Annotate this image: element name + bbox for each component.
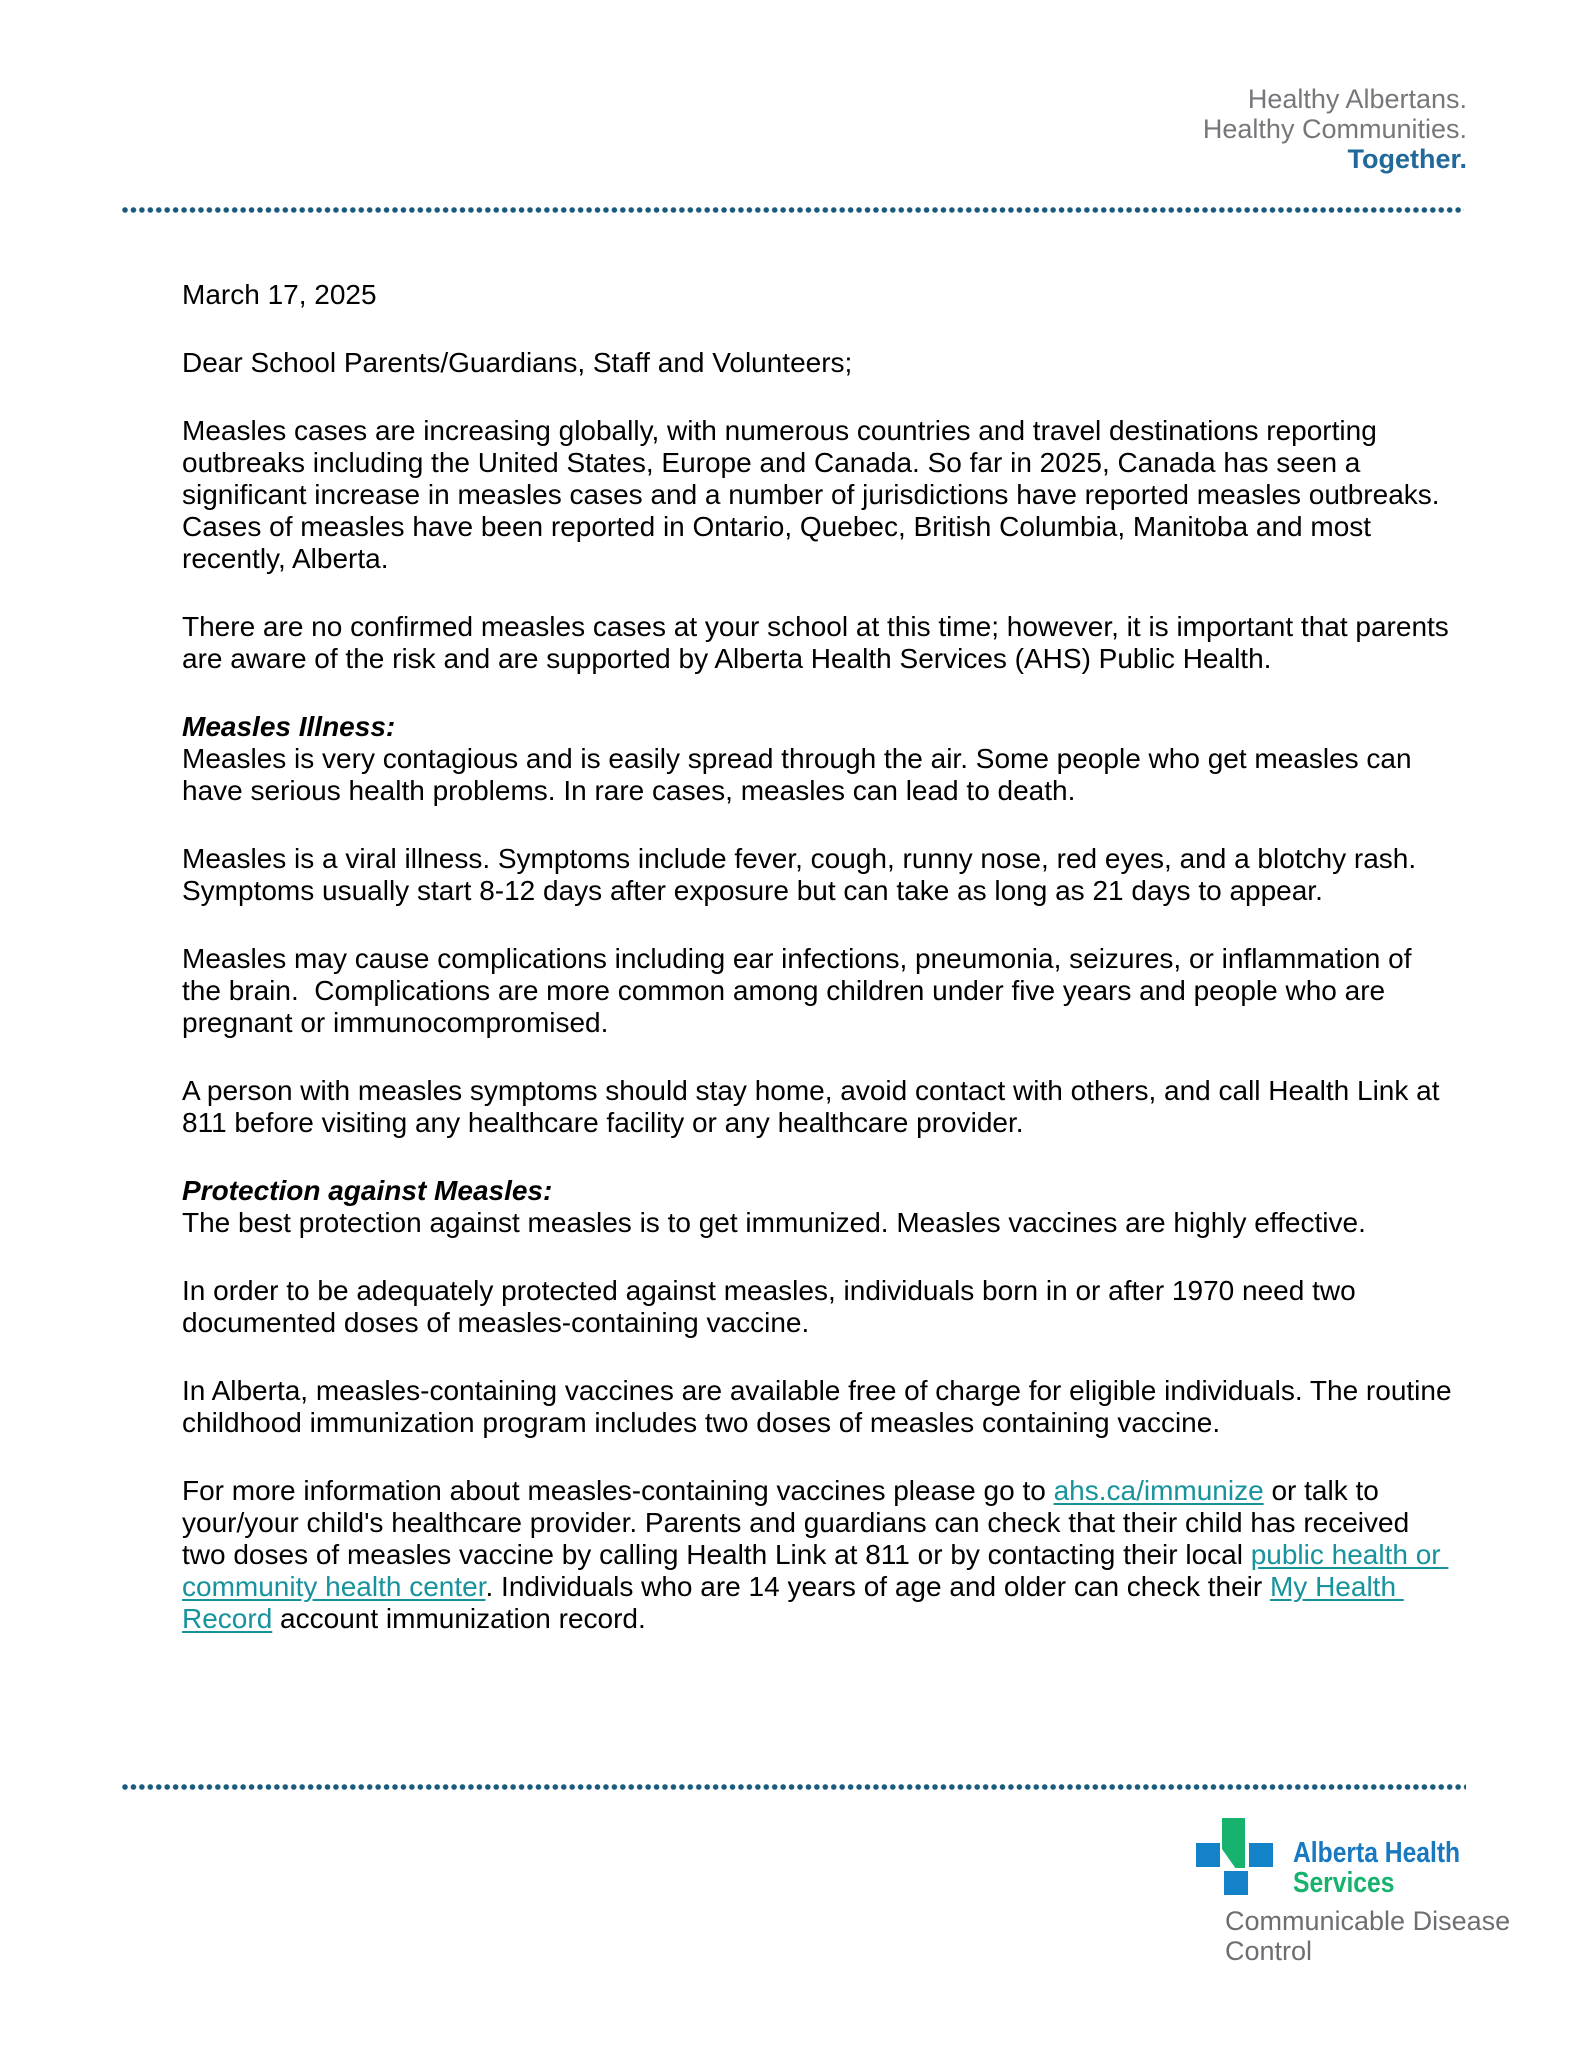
- more-info-text-4: account immunization record.: [272, 1603, 646, 1634]
- ahs-logo-wordmark: [1293, 1838, 1490, 1898]
- logo-square-left-icon: [1196, 1843, 1220, 1867]
- link-my-health-record[interactable]: My Health Record: [182, 1571, 1404, 1634]
- logo-square-right-icon: [1249, 1843, 1273, 1867]
- paragraph-free-vaccine: In Alberta, measles-containing vaccines are available free of charge for eligible individuals. The routine childhood immunization program includes two doses of measles containing vaccine.: [182, 1375, 1460, 1438]
- heading-measles-illness: Measles Illness:: [182, 711, 396, 742]
- paragraph-complications: Measles may cause complications including ear infections, pneumonia, seizures, or inflammation of the brain. Complications are more common among children under five years and people who are pregnant or immunocompromised.: [182, 943, 1420, 1038]
- department-name: [1225, 1906, 1510, 1966]
- paragraph-two-doses: In order to be adequately protected against measles, individuals born in or after 1970 need two documented doses of measles-containing vaccine.: [182, 1275, 1364, 1338]
- alberta-province-shape-icon: [1222, 1818, 1245, 1868]
- logo-wordmark-line-1: Alberta Health: [1293, 1837, 1461, 1869]
- paragraph-global-cases: Measles cases are increasing globally, with numerous countries and travel destinations reporting outbreaks including the United States, Europe and Canada. So far in 2025, Canada has seen a significant increase in measles cases and a number of jurisdictions have reported measles outbreaks. Cases of measles have been reported in Ontario, Quebec, British Columbia, Manitoba and most recently, Alberta.: [182, 415, 1448, 574]
- tagline-line-3: Together.: [1347, 144, 1467, 174]
- logo-square-bottom-icon: [1224, 1871, 1248, 1895]
- heading-protection: Protection against Measles:: [182, 1175, 553, 1206]
- dotted-divider-top: [121, 205, 1464, 215]
- paragraph-more-info: [182, 1475, 1454, 1635]
- more-info-text-1: For more information about measles-containing vaccines please go to: [182, 1475, 1054, 1506]
- tagline-line-1: Healthy Albertans.: [1247, 84, 1467, 114]
- paragraph-no-confirmed-cases: There are no confirmed measles cases at your school at this time; however, it is important that parents are aware of the risk and are supported by Alberta Health Services (AHS) Public Health.: [182, 611, 1457, 674]
- paragraph-contagious: Measles is very contagious and is easily spread through the air. Some people who get measles can have serious health problems. In rare cases, measles can lead to death.: [182, 743, 1420, 806]
- department-line-2: Control: [1225, 1936, 1313, 1966]
- section-measles-illness: [182, 711, 1454, 807]
- dotted-divider-bottom: [121, 1782, 1466, 1792]
- more-info-text-3: . Individuals who are 14 years of age and older can check their: [485, 1571, 1270, 1602]
- paragraph-best-protection: The best protection against measles is to get immunized. Measles vaccines are highly effective.: [182, 1207, 1366, 1238]
- link-ahs-immunize[interactable]: ahs.ca/immunize: [1053, 1475, 1264, 1506]
- salutation: Dear School Parents/Guardians, Staff and Volunteers;: [182, 347, 853, 378]
- letter-body: [182, 279, 1460, 1671]
- logo-wordmark-line-2: Services: [1293, 1867, 1395, 1899]
- brand-tagline: [1203, 84, 1467, 174]
- more-info-text-2: or talk to your/your child's healthcare provider. Parents and guardians can check that their child has received two doses of measles vaccine by calling Health Link at 811 or by contacting their local: [182, 1475, 1417, 1570]
- tagline-line-2: Healthy Communities.: [1202, 114, 1467, 144]
- letter-date: March 17, 2025: [182, 279, 377, 310]
- ahs-logo-icon: [1196, 1818, 1276, 1898]
- paragraph-stay-home: A person with measles symptoms should stay home, avoid contact with others, and call Health Link at 811 before visiting any healthcare facility or any healthcare provider.: [182, 1075, 1448, 1138]
- paragraph-symptoms: Measles is a viral illness. Symptoms include fever, cough, runny nose, red eyes, and a blotchy rash. Symptoms usually start 8-12 days after exposure but can take as long as 21 days to appear.: [182, 843, 1424, 906]
- department-line-1: Communicable Disease: [1225, 1906, 1511, 1936]
- section-protection: [182, 1175, 1454, 1239]
- link-public-health-center[interactable]: public health or community health center: [182, 1539, 1449, 1602]
